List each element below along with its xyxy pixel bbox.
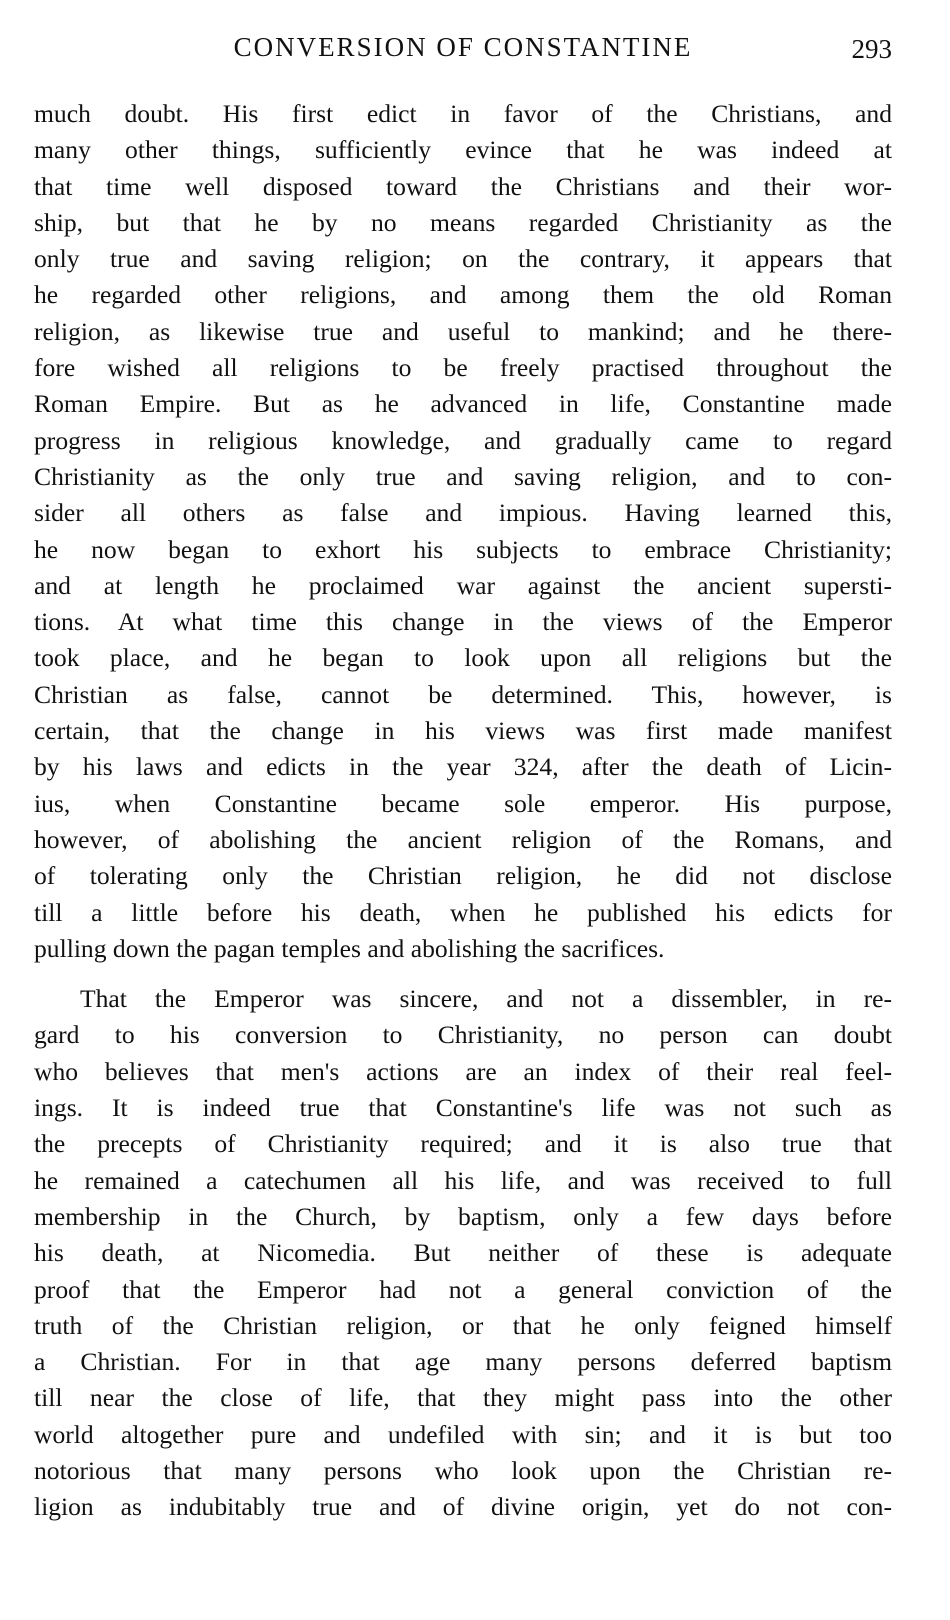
text-line: Christian as false, cannot be determined. This, however, is [34, 679, 892, 709]
paragraph-spacer [34, 967, 892, 981]
text-line: tions. At what time this change in the views of the Emperor [34, 607, 892, 637]
text-line: sider all others as false and impious. Having learned this, [34, 498, 892, 528]
text-line: much doubt. His first edict in favor of the Christians, and [34, 99, 892, 128]
page-number: 293 [851, 34, 892, 64]
text-line: Roman Empire. But as he advanced in life, Constantine made [34, 389, 892, 419]
text-line: by his laws and edicts in the year 324, after the death of Licin- [34, 752, 892, 782]
text-line: progress in religious knowledge, and gradually came to regard [34, 425, 892, 455]
text-line: till near the close of life, that they might pass into the other [34, 1383, 892, 1413]
running-head: CONVERSION OF CONSTANTINE [233, 32, 693, 62]
text-line: gard to his conversion to Christianity, no person can doubt [34, 1020, 892, 1050]
text-line: ligion as indubitably true and of divine origin, yet do not con- [34, 1492, 892, 1522]
paragraph-2 [34, 981, 892, 1525]
body-text [34, 96, 892, 1526]
text-line: truth of the Christian religion, or that he only feigned himself [34, 1310, 892, 1340]
text-line: he regarded other religions, and among them the old Roman [34, 280, 892, 310]
text-line: and at length he proclaimed war against the ancient supersti- [34, 570, 892, 600]
text-line: fore wished all religions to be freely practised throughout the [34, 353, 892, 383]
page-header [34, 28, 892, 68]
text-line: of tolerating only the Christian religion, he did not disclose [34, 861, 892, 891]
text-line: notorious that many persons who look upon the Christian re- [34, 1455, 892, 1485]
text-line: who believes that men's actions are an index of their real feel- [34, 1056, 892, 1086]
text-line: world altogether pure and undefiled with sin; and it is but too [34, 1419, 892, 1449]
text-line: That the Emperor was sincere, and not a dissembler, in re- [80, 984, 892, 1014]
text-line: that time well disposed toward the Christians and their wor- [34, 171, 892, 201]
text-line: took place, and he began to look upon all religions but the [34, 643, 892, 673]
text-line: only true and saving religion; on the contrary, it appears that [34, 244, 892, 274]
text-line: ship, but that he by no means regarded Christianity as the [34, 207, 892, 237]
paragraph-1 [34, 96, 892, 967]
text-line: he now began to exhort his subjects to embrace Christianity; [34, 534, 892, 564]
text-line: till a little before his death, when he published his edicts for [34, 897, 892, 927]
text-line: pulling down the pagan temples and abolishing the sacrifices. [34, 933, 665, 963]
text-line: a Christian. For in that age many persons deferred baptism [34, 1347, 892, 1377]
text-line: however, of abolishing the ancient religion of the Romans, and [34, 824, 892, 854]
text-line: his death, at Nicomedia. But neither of these is adequate [34, 1238, 892, 1268]
text-line: religion, as likewise true and useful to mankind; and he there- [34, 316, 892, 346]
text-line: the precepts of Christianity required; and it is also true that [34, 1129, 892, 1159]
text-line: certain, that the change in his views was first made manifest [34, 716, 892, 746]
text-line: ius, when Constantine became sole emperor. His purpose, [34, 788, 892, 818]
text-line: Christianity as the only true and saving religion, and to con- [34, 461, 892, 491]
text-line: he remained a catechumen all his life, and was received to full [34, 1165, 892, 1195]
text-line: membership in the Church, by baptism, only a few days before [34, 1201, 892, 1231]
text-line: many other things, sufficiently evince that he was indeed at [34, 135, 892, 165]
text-line: ings. It is indeed true that Constantine's life was not such as [34, 1093, 892, 1123]
text-line: proof that the Emperor had not a general conviction of the [34, 1274, 892, 1304]
